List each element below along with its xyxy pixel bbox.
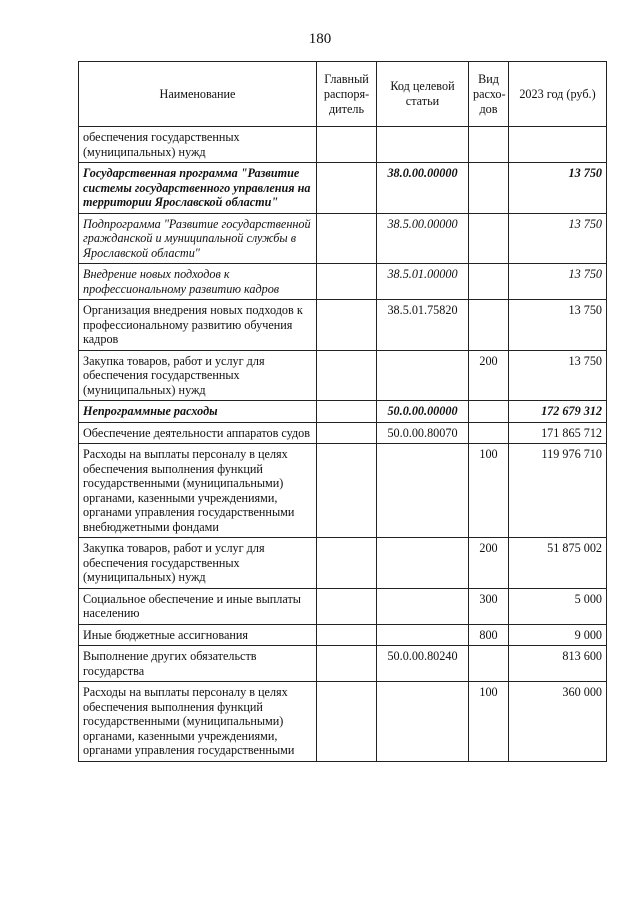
table-row <box>79 624 607 646</box>
table-row <box>79 127 607 163</box>
cell-name: Расходы на выплаты персоналу в целях обеспечения выполнения функций государственными (муниципальными) органами, казенными учреждениями, органами управления государственными <box>79 682 317 762</box>
cell-kind: 200 <box>469 350 509 401</box>
cell-distributor <box>317 624 377 646</box>
cell-kind: 100 <box>469 682 509 762</box>
cell-distributor <box>317 444 377 538</box>
cell-name: Внедрение новых подходов к профессиональному развитию кадров <box>79 264 317 300</box>
cell-amount: 51 875 002 <box>509 538 607 589</box>
header-distributor: Главный распоря-дитель <box>317 62 377 127</box>
table-row <box>79 213 607 264</box>
cell-code: 38.5.01.00000 <box>377 264 469 300</box>
cell-amount: 13 750 <box>509 350 607 401</box>
table-row <box>79 444 607 538</box>
cell-code: 38.5.00.00000 <box>377 213 469 264</box>
cell-amount: 13 750 <box>509 163 607 214</box>
cell-code <box>377 682 469 762</box>
cell-code <box>377 588 469 624</box>
cell-code: 38.0.00.00000 <box>377 163 469 214</box>
cell-distributor <box>317 682 377 762</box>
cell-name: Закупка товаров, работ и услуг для обеспечения государственных (муниципальных) нужд <box>79 350 317 401</box>
cell-distributor <box>317 264 377 300</box>
cell-name: Подпрограмма "Развитие государственной гражданской и муниципальной службы в Ярославской области" <box>79 213 317 264</box>
cell-code: 50.0.00.80070 <box>377 422 469 444</box>
cell-kind <box>469 264 509 300</box>
cell-name: Государственная программа "Развитие системы государственного управления на территории Ярославской области" <box>79 163 317 214</box>
cell-name: Организация внедрения новых подходов к профессиональному развитию обучения кадров <box>79 300 317 351</box>
cell-distributor <box>317 163 377 214</box>
cell-distributor <box>317 538 377 589</box>
header-name: Наименование <box>79 62 317 127</box>
table-row <box>79 350 607 401</box>
cell-code <box>377 127 469 163</box>
cell-amount: 13 750 <box>509 213 607 264</box>
cell-amount: 172 679 312 <box>509 401 607 423</box>
cell-code: 38.5.01.75820 <box>377 300 469 351</box>
cell-amount: 171 865 712 <box>509 422 607 444</box>
header-code: Код целевой статьи <box>377 62 469 127</box>
table-row <box>79 264 607 300</box>
cell-amount: 5 000 <box>509 588 607 624</box>
table-header-row <box>79 62 607 127</box>
cell-name: обеспечения государственных (муниципальных) нужд <box>79 127 317 163</box>
cell-kind <box>469 401 509 423</box>
cell-name: Иные бюджетные ассигнования <box>79 624 317 646</box>
cell-name: Непрограммные расходы <box>79 401 317 423</box>
cell-code: 50.0.00.80240 <box>377 646 469 682</box>
cell-kind: 200 <box>469 538 509 589</box>
cell-code <box>377 444 469 538</box>
table-row <box>79 163 607 214</box>
cell-kind <box>469 213 509 264</box>
cell-distributor <box>317 300 377 351</box>
cell-name: Закупка товаров, работ и услуг для обеспечения государственных (муниципальных) нужд <box>79 538 317 589</box>
cell-distributor <box>317 422 377 444</box>
cell-kind: 300 <box>469 588 509 624</box>
cell-name: Обеспечение деятельности аппаратов судов <box>79 422 317 444</box>
header-kind: Вид расхо-дов <box>469 62 509 127</box>
cell-distributor <box>317 213 377 264</box>
table-row <box>79 682 607 762</box>
cell-amount: 13 750 <box>509 264 607 300</box>
cell-distributor <box>317 127 377 163</box>
cell-distributor <box>317 401 377 423</box>
cell-kind <box>469 300 509 351</box>
cell-name: Социальное обеспечение и иные выплаты населению <box>79 588 317 624</box>
cell-amount: 13 750 <box>509 300 607 351</box>
table-row <box>79 588 607 624</box>
cell-distributor <box>317 588 377 624</box>
table-row <box>79 538 607 589</box>
cell-code <box>377 624 469 646</box>
cell-kind <box>469 163 509 214</box>
cell-amount: 813 600 <box>509 646 607 682</box>
cell-amount: 119 976 710 <box>509 444 607 538</box>
table-row <box>79 422 607 444</box>
cell-amount <box>509 127 607 163</box>
header-amount: 2023 год (руб.) <box>509 62 607 127</box>
table-row <box>79 300 607 351</box>
cell-kind: 100 <box>469 444 509 538</box>
table-row <box>79 646 607 682</box>
cell-amount: 360 000 <box>509 682 607 762</box>
cell-kind <box>469 422 509 444</box>
cell-distributor <box>317 646 377 682</box>
cell-kind: 800 <box>469 624 509 646</box>
page-number: 180 <box>308 31 332 47</box>
cell-kind <box>469 646 509 682</box>
cell-kind <box>469 127 509 163</box>
cell-name: Выполнение других обязательств государства <box>79 646 317 682</box>
cell-code: 50.0.00.00000 <box>377 401 469 423</box>
table-row <box>79 401 607 423</box>
cell-amount: 9 000 <box>509 624 607 646</box>
cell-code <box>377 538 469 589</box>
budget-table <box>78 61 607 762</box>
cell-name: Расходы на выплаты персоналу в целях обеспечения выполнения функций государственными (муниципальными) органами, казенными учреждениями, органами управления государственными внебюджетными фондами <box>79 444 317 538</box>
cell-code <box>377 350 469 401</box>
cell-distributor <box>317 350 377 401</box>
